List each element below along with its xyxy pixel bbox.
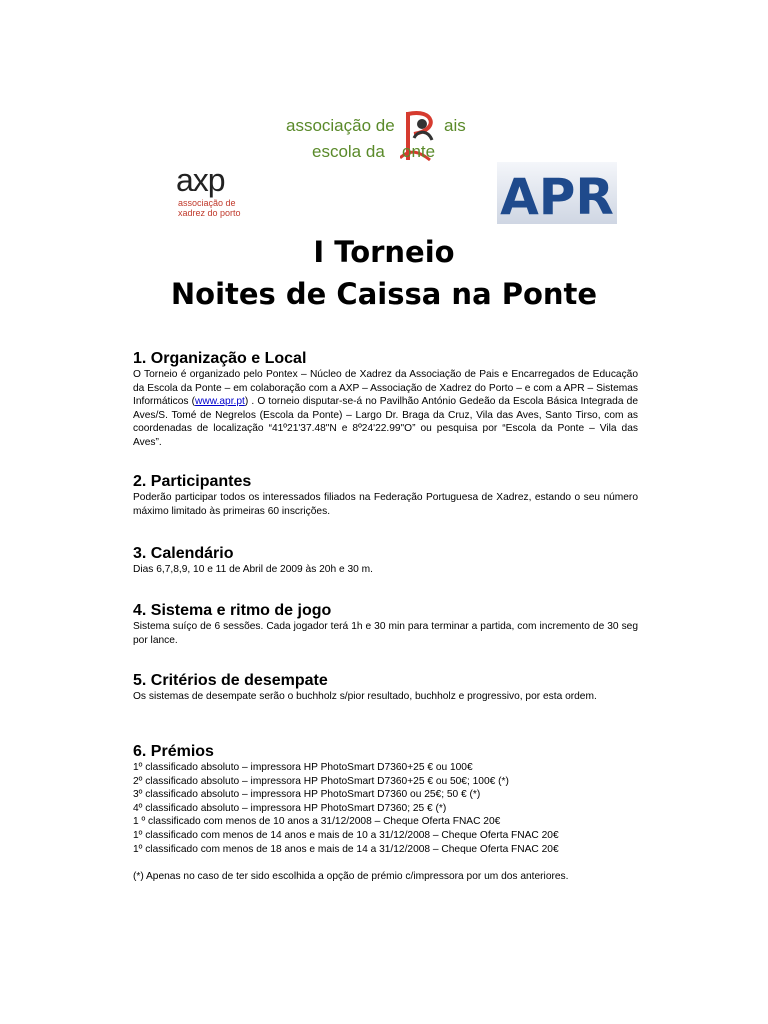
section-heading: 5. Critérios de desempate — [133, 672, 328, 689]
section-text: Poderão participar todos os interessados filiados na Federação Portuguesa de Xadrez, estando o seu número máximo limitado às primeiras 60 inscrições. — [133, 492, 638, 517]
section-heading: 1. Organização e Local — [133, 350, 307, 367]
section-heading: 3. Calendário — [133, 545, 234, 562]
section-text: Sistema suíço de 6 sessões. Cada jogador terá 1h e 30 min para terminar a partida, com incremento de 30 seg por lance. — [133, 621, 638, 646]
list-item: 3º classificado absoluto – impressora HP PhotoSmart D7360 ou 25€; 50 € (*) — [133, 789, 481, 801]
apr-logo — [497, 162, 617, 224]
list-item: 2º classificado absoluto – impressora HP PhotoSmart D7360+25 € ou 50€; 100€ (*) — [133, 775, 509, 787]
assoc-logo-ponte: onte — [402, 142, 436, 161]
section-tiebreak — [133, 672, 638, 704]
section-calendar — [133, 545, 638, 577]
document-title-line2: Noites de Caissa na Ponte — [170, 277, 598, 311]
list-item: 1 º classificado com menos de 10 anos a 31/12/2008 – Cheque Oferta FNAC 20€ — [133, 816, 501, 828]
apr-website-link[interactable]: www.apr.pt — [195, 396, 245, 408]
section-organization — [133, 350, 638, 450]
axp-logo-subtitle: associação de xadrez do porto — [178, 198, 241, 218]
section-text-part: O Torneio é organizado pelo Pontex – Núcleo de Xadrez da Associação de Pais e Encarregados de Educação da Escola da Ponte – em colaboração com a AXP – Associação de Xadrez do Porto – e com a APR – Sistemas Informáticos ( — [133, 369, 638, 408]
section-heading: 4. Sistema e ritmo de jogo — [133, 602, 332, 619]
section-heading: 2. Participantes — [133, 473, 252, 490]
section-text-part: ) . O torneio disputar-se-á no Pavilhão António Gedeão da Escola Básica Integrada de Aves/S. Tomé de Negrelos (Escola da Ponte) – Largo Dr. Braga da Cruz, Vila das Aves, Santo Tirso, com as coordenadas de localização “41º21'37.48"N e 8º24'22.99"O” ou pesquisa por “Escola da Ponte – Vila das Aves”. — [133, 396, 638, 448]
section-heading: 6. Prémios — [133, 743, 214, 760]
document-title-line1: I Torneio — [313, 235, 455, 269]
axp-logo — [176, 164, 266, 220]
section-text: Os sistemas de desempate serão o buchholz s/pior resultado, buchholz e progressivo, por esta ordem. — [133, 691, 597, 702]
section-text: Dias 6,7,8,9, 10 e 11 de Abril de 2009 às 20h e 30 m. — [133, 564, 373, 575]
section-participants — [133, 473, 638, 518]
assoc-logo-line1: associação de — [286, 116, 395, 135]
section-text — [133, 368, 638, 450]
list-item: 1º classificado com menos de 18 anos e mais de 14 a 31/12/2008 – Cheque Oferta FNAC 20€ — [133, 843, 559, 855]
apr-logo-word: APR — [500, 168, 614, 224]
list-item: 4º classificado absoluto – impressora HP PhotoSmart D7360; 25 € (*) — [133, 802, 447, 814]
assoc-logo-pais: ais — [444, 116, 466, 135]
prize-note: (*) Apenas no caso de ter sido escolhida a opção de prémio c/impressora por um dos anteriores. — [133, 871, 569, 883]
list-item: 1º classificado absoluto – impressora HP PhotoSmart D7360+25 € ou 100€ — [133, 762, 473, 773]
axp-logo-word: axp — [176, 162, 225, 198]
prize-list — [133, 761, 638, 856]
section-system — [133, 602, 638, 647]
parents-association-logo — [282, 108, 478, 166]
section-prizes — [133, 743, 638, 894]
assoc-logo-line2: escola da — [312, 142, 385, 161]
list-item: 1º classificado com menos de 14 anos e mais de 10 a 31/12/2008 – Cheque Oferta FNAC 20€ — [133, 829, 559, 841]
